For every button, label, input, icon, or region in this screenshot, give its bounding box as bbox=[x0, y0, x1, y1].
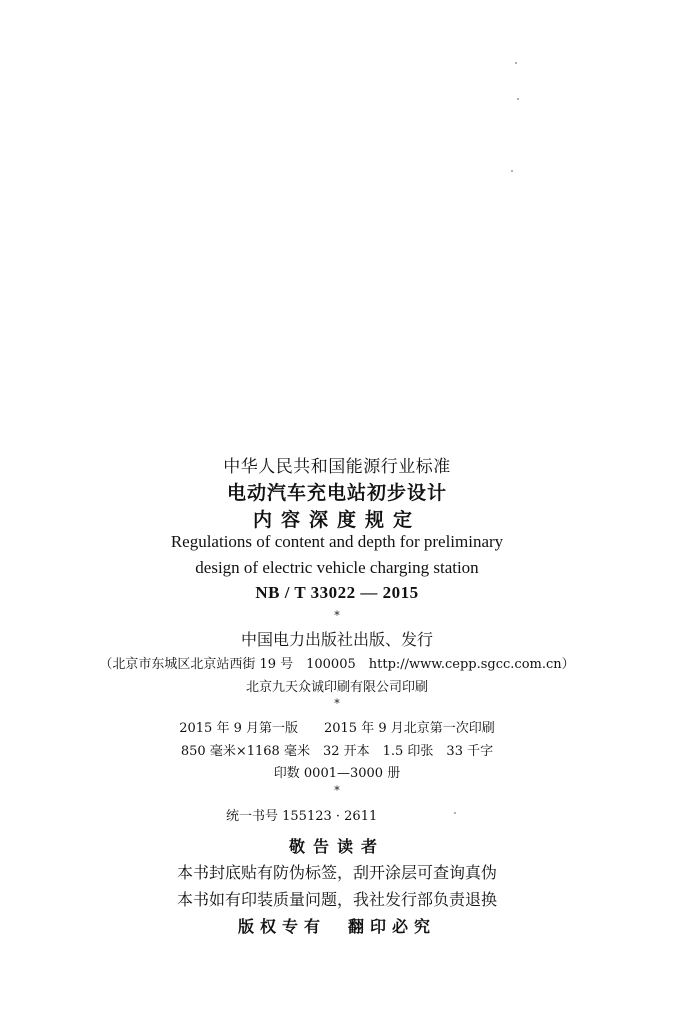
unified-book-number: 统一书号 155123 · 2611 bbox=[226, 809, 378, 824]
separator-star: * bbox=[334, 697, 340, 710]
scan-speck bbox=[511, 170, 513, 172]
reader-notice-line-2: 本书如有印装质量问题，我社发行部负责退换 bbox=[176, 890, 497, 909]
english-title-line-1: Regulations of content and depth for preliminary bbox=[170, 532, 504, 551]
scan-speck bbox=[515, 62, 517, 64]
format-info: 850 毫米×1168 毫米 32 开本 1.5 印张 33 千字 bbox=[180, 744, 494, 759]
separator-star: * bbox=[334, 609, 340, 622]
publisher-address: （北京市东城区北京站西街 19 号 100005 http://www.cepp.sgcc.com.cn） bbox=[99, 657, 575, 672]
english-title-line-2: design of electric vehicle charging station bbox=[195, 558, 479, 577]
separator-star: * bbox=[334, 784, 340, 797]
edition-info: 2015 年 9 月第一版 2015 年 9 月北京第一次印刷 bbox=[179, 721, 495, 736]
standard-category: 中华人民共和国能源行业标准 bbox=[223, 457, 451, 477]
title-line-1: 电动汽车充电站初步设计 bbox=[226, 482, 447, 504]
title-line-2: 内容深度规定 bbox=[252, 509, 421, 531]
scan-speck bbox=[454, 812, 456, 814]
reader-notice-line-1: 本书封底贴有防伪标签，刮开涂层可查询真伪 bbox=[176, 863, 497, 882]
standard-number: NB / T 33022 — 2015 bbox=[255, 583, 419, 602]
reader-notice-title: 敬告读者 bbox=[288, 837, 385, 856]
publisher: 中国电力出版社出版、发行 bbox=[240, 630, 433, 649]
copyright-notice: 版权专有 翻印必究 bbox=[237, 917, 436, 936]
print-run: 印数 0001—3000 册 bbox=[273, 766, 401, 781]
scan-speck bbox=[517, 98, 519, 100]
printer: 北京九天众诚印刷有限公司印刷 bbox=[245, 680, 428, 695]
